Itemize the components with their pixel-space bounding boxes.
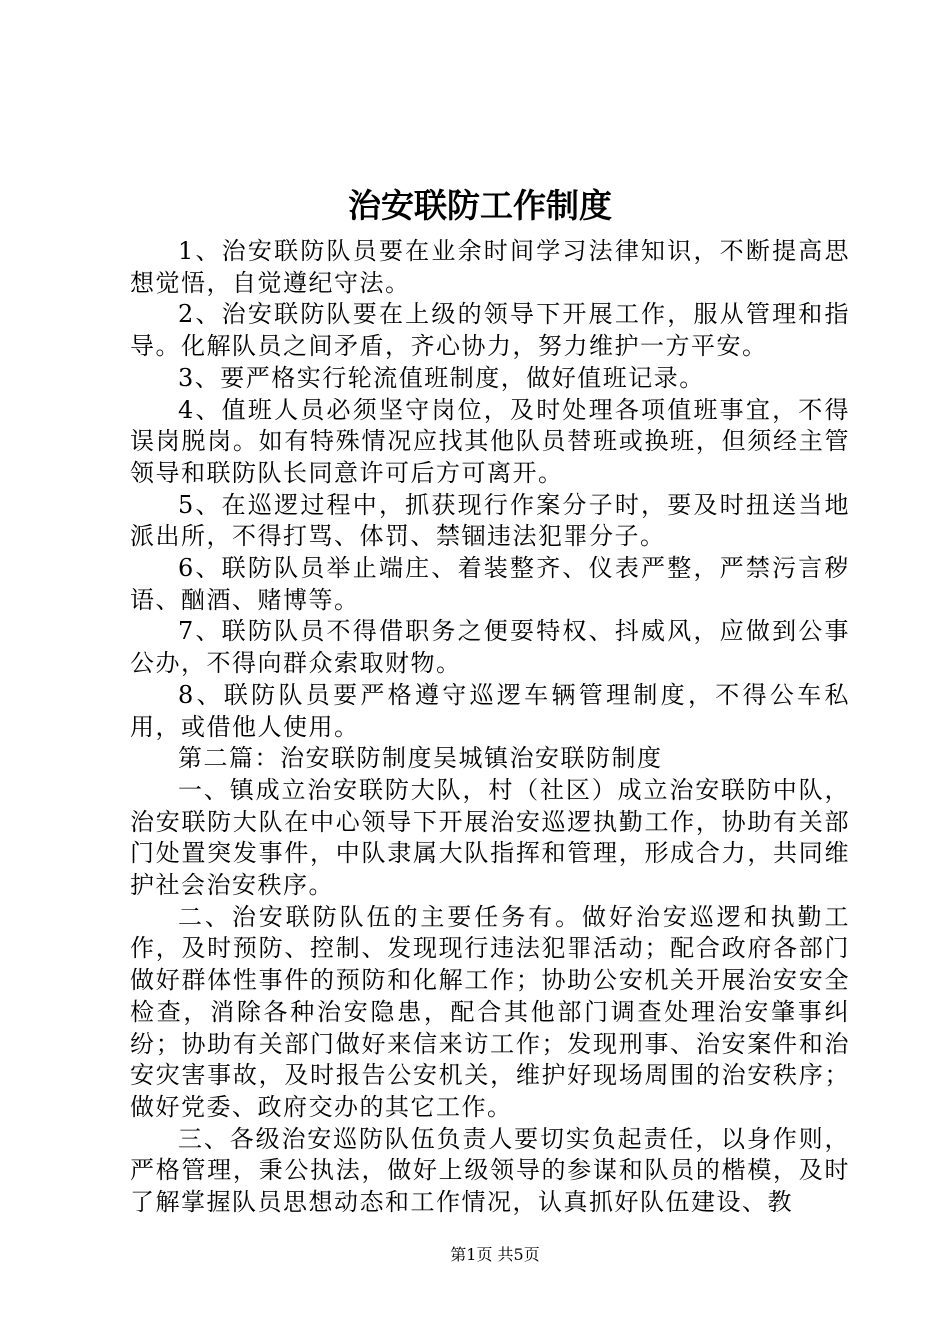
document-body [130,236,850,1219]
document-title: 治安联防工作制度 [348,186,612,225]
paragraph-part-two-3: 三、各级治安巡防队伍负责人要切实负起责任，以身作则，严格管理，秉公执法，做好上级领导的参谋和队员的楷模，及时了解掌握队员思想动态和工作情况，认真抓好队伍建设、教 [130,1124,850,1217]
paragraph-2: 2、治安联防队要在上级的领导下开展工作，服从管理和指导。化解队员之间矛盾，齐心协力，努力维护一方平安。 [130,300,850,361]
paragraph-8: 8、联防队员要严格遵守巡逻车辆管理制度，不得公车私用，或借他人使用。 [130,680,850,741]
paragraph-6: 6、联防队员举止端庄、着装整齐、仪表严整，严禁污言秽语、酗酒、赌博等。 [130,554,850,614]
paragraph-5: 5、在巡逻过程中，抓获现行作案分子时，要及时扭送当地派出所，不得打骂、体罚、禁锢违法犯罪分子。 [130,490,850,551]
paragraph-3: 3、要严格实行轮流值班制度，做好值班记录。 [178,363,705,392]
paragraph-part-two-2: 二、治安联防队伍的主要任务有。做好治安巡逻和执勤工作，及时预防、控制、发现现行违法犯罪活动；配合政府各部门做好群体性事件的预防和化解工作；协助公安机关开展治安安全检查，消除各种治安隐患，配合其他部门调查处理治安肇事纠纷；协助有关部门做好来信来访工作；发现刑事、治安案件和治安灾害事故，及时报告公安机关，维护好现场周围的治安秩序；做好党委、政府交办的其它工作。 [130,902,850,1121]
paragraph-part-two-1: 一、镇成立治安联防大队，村（社区）成立治安联防中队，治安联防大队在中心领导下开展治安巡逻执勤工作，协助有关部门处置突发事件，中队隶属大队指挥和管理，形成合力，共同维护社会治安秩序。 [130,775,850,900]
paragraph-1: 1、治安联防队员要在业余时间学习法律知识，不断提高思想觉悟，自觉遵纪守法。 [130,237,850,297]
page-number-footer: 第1页 共5页 [450,1245,540,1264]
paragraph-7: 7、联防队员不得借职务之便耍特权、抖威风，应做到公事公办，不得向群众索取财物。 [130,617,850,678]
paragraph-4: 4、值班人员必须坚守岗位，及时处理各项值班事宜，不得误岗脱岗。如有特殊情况应找其他队员替班或换班，但须经主管领导和联防队长同意许可后方可离开。 [130,395,850,487]
section-heading-part-two: 第二篇：治安联防制度吴城镇治安联防制度 [178,744,663,773]
